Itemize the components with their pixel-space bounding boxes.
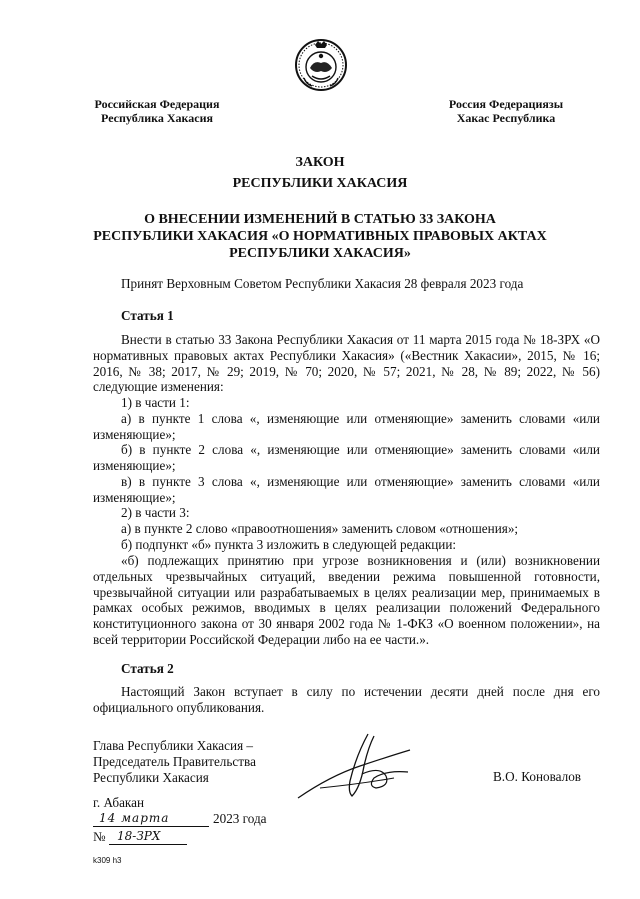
sign-city: г. Абакан (93, 795, 145, 810)
date-underline (93, 826, 209, 827)
handwritten-signature (290, 726, 430, 806)
article-1-item-a2: а) в пункте 2 слово «правоотношения» заменить словом «отношения»; (121, 521, 519, 536)
signatory-position-line-3: Республики Хакасия (93, 770, 209, 785)
title-subject-3: РЕСПУБЛИКИ ХАКАСИЯ» (229, 246, 411, 261)
article-1-heading: Статья 1 (121, 308, 174, 323)
article-1-item-v-text: в) в пункте 3 слова «, изменяющие или отменяющие» заменить словами «или изменяющие»; (93, 474, 600, 505)
sign-date-line (93, 811, 293, 829)
article-2-heading: Статья 2 (121, 661, 174, 676)
footer-code: k309 h3 (93, 856, 122, 865)
header-left-line-1: Российская Федерация (94, 97, 220, 111)
article-1-part-2: 2) в части 3: (121, 505, 190, 520)
title-republic: РЕСПУБЛИКИ ХАКАСИЯ (232, 176, 408, 191)
signatory-position-line-1: Глава Республики Хакасия – (93, 738, 254, 753)
header-right (436, 97, 576, 125)
number-prefix: № (93, 829, 106, 844)
article-2-text-content: Настоящий Закон вступает в силу по истечении десяти дней после дня его официального опубликования. (93, 684, 600, 715)
sign-number-line (93, 829, 213, 847)
signatory-position (93, 738, 293, 786)
article-1-intro (93, 332, 600, 395)
adopted-line: Принят Верховным Советом Республики Хакасия 28 февраля 2023 года (121, 276, 524, 291)
article-1-part-1: 1) в части 1: (121, 395, 190, 410)
article-1-intro-text: Внести в статью 33 Закона Республики Хакасия от 11 марта 2015 года № 18-ЗРХ «О нормативных правовых актах Республики Хакасия» («Вестник Хакасии», 2015, № 16; 2016, № 38; 2017, № 29; 2019, № 70; 2020, № 57; 2021, № 28, № 89; 2022, № 56) следующие изменения: (93, 332, 600, 395)
article-1-item-b-text: б) в пункте 2 слова «, изменяющие или отменяющие» заменить словами «или изменяющие»; (93, 442, 600, 473)
signatory-position-line-2: Председатель Правительства (93, 754, 256, 769)
header-right-line-1: Россия Федерациязы (448, 97, 564, 111)
number-underline (109, 844, 187, 845)
article-1-item-a-text: а) в пункте 1 слова «, изменяющие или отменяющие» заменить словами «или изменяющие»; (93, 411, 600, 442)
header-left (82, 97, 232, 125)
date-year: 2023 года (213, 811, 267, 826)
signatory-name: В.О. Коновалов (493, 769, 582, 784)
article-1-quote-text: «б) подлежащих принятию при угрозе возникновения и (или) возникновении отдельных чрезвычайных ситуаций, введении режима повышенной готовности, чрезвычайной ситуации или разрабатываемых в целях реализации мер, принимаемых в рамках особых режимов, вводимых в целях реализации положений Федерального конституционного закона от 30 января 2002 года № 1-ФКЗ «О военном положении», на всей территории Российской Федерации либо на ее части.». (93, 553, 600, 647)
title-law: ЗАКОН (295, 155, 345, 170)
number-handwritten: 18-ЗРХ (117, 829, 161, 843)
date-handwritten: 14 марта (99, 811, 170, 825)
article-1-item-a (93, 411, 600, 443)
article-1-item-b (93, 442, 600, 474)
article-2-text (93, 684, 600, 716)
title-subject-2: РЕСПУБЛИКИ ХАКАСИЯ «О НОРМАТИВНЫХ ПРАВОВЫХ АКТАХ (93, 229, 547, 244)
article-1-item-v (93, 474, 600, 506)
coat-of-arms-emblem (294, 38, 348, 92)
title-subject-1: О ВНЕСЕНИИ ИЗМЕНЕНИЙ В СТАТЬЮ 33 ЗАКОНА (144, 212, 496, 227)
header-left-line-2: Республика Хакасия (101, 111, 213, 125)
header-right-line-2: Хакас Республика (456, 111, 556, 125)
article-1-item-b2: б) подпункт «б» пункта 3 изложить в следующей редакции: (121, 537, 457, 552)
article-1-quote (93, 553, 600, 648)
